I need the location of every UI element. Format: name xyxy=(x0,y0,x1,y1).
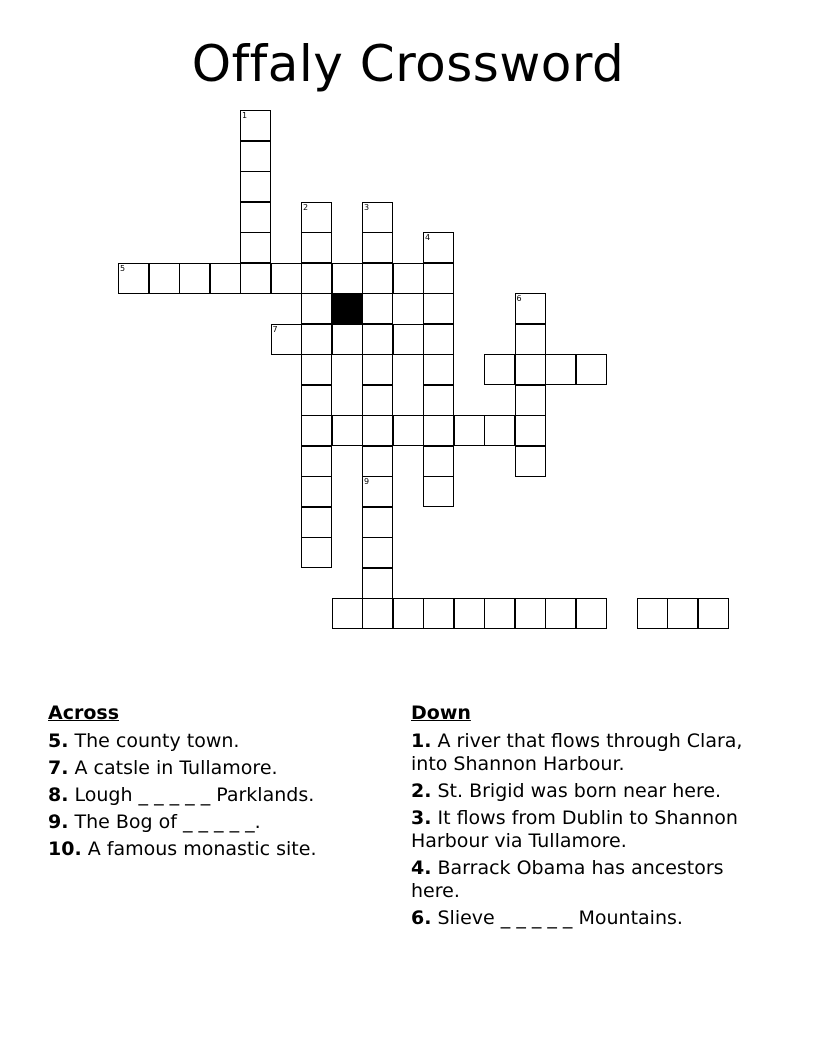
clue-number: 3. xyxy=(411,807,432,829)
across-clue xyxy=(48,730,378,753)
grid-cell[interactable] xyxy=(454,598,485,629)
clue-number-label: 6 xyxy=(516,294,522,303)
grid-cell[interactable] xyxy=(515,293,546,324)
grid-cell[interactable] xyxy=(301,476,332,507)
grid-cell[interactable] xyxy=(362,415,393,446)
grid-cell[interactable] xyxy=(118,263,149,294)
clue-text: The county town. xyxy=(68,730,240,752)
grid-cell[interactable] xyxy=(423,263,454,294)
down-clue xyxy=(411,730,771,776)
grid-cell[interactable] xyxy=(301,415,332,446)
grid-cell[interactable] xyxy=(301,232,332,263)
grid-cell[interactable] xyxy=(423,324,454,355)
grid-cell[interactable] xyxy=(240,171,271,202)
clue-text: It flows from Dublin to Shannon Harbour via Tullamore. xyxy=(411,807,738,852)
across-heading: Across xyxy=(48,702,120,724)
clue-number-label: 3 xyxy=(364,202,370,212)
grid-cell[interactable] xyxy=(667,598,698,629)
across-clue xyxy=(48,757,378,780)
down-clues xyxy=(411,702,771,934)
grid-cell[interactable] xyxy=(240,110,271,141)
across-clue xyxy=(48,838,378,861)
grid-cell[interactable] xyxy=(393,324,424,355)
clue-number-label: 5 xyxy=(120,263,126,273)
grid-cell[interactable] xyxy=(362,232,393,263)
clue-number-label: 9 xyxy=(364,477,370,486)
grid-cell[interactable] xyxy=(149,263,180,294)
clue-text: St. Brigid was born near here. xyxy=(431,780,722,802)
grid-cell[interactable] xyxy=(484,415,515,446)
grid-cell[interactable] xyxy=(423,354,454,385)
grid-cell[interactable] xyxy=(362,202,393,233)
grid-cell[interactable] xyxy=(454,415,485,446)
clue-text: A catsle in Tullamore. xyxy=(68,757,278,779)
grid-cell[interactable] xyxy=(301,507,332,538)
clue-text: Lough _ _ _ _ _ Parklands. xyxy=(68,784,315,806)
page-title: Offaly Crossword xyxy=(191,35,625,93)
down-clue xyxy=(411,857,771,903)
grid-cell[interactable] xyxy=(545,354,576,385)
grid-cell[interactable] xyxy=(515,446,546,477)
clue-text: Barrack Obama has ancestors here. xyxy=(411,857,724,902)
clue-text: A famous monastic site. xyxy=(81,838,317,860)
grid-cell[interactable] xyxy=(301,385,332,416)
grid-cell[interactable] xyxy=(393,415,424,446)
grid-cell[interactable] xyxy=(515,354,546,385)
clue-number: 6. xyxy=(411,907,432,929)
grid-cell[interactable] xyxy=(423,446,454,477)
grid-cell[interactable] xyxy=(362,568,393,599)
clue-number-label: 4 xyxy=(425,233,431,242)
grid-cell[interactable] xyxy=(240,141,271,172)
grid-cell[interactable] xyxy=(515,385,546,416)
grid-cell[interactable] xyxy=(423,598,454,629)
grid-cell[interactable] xyxy=(210,263,241,294)
down-clue xyxy=(411,807,771,853)
black-square xyxy=(332,293,363,324)
clue-number: 2. xyxy=(411,780,432,802)
grid-cell[interactable] xyxy=(301,324,332,355)
clue-number-label: 7 xyxy=(272,324,278,334)
grid-cell[interactable] xyxy=(362,537,393,568)
grid-cell[interactable] xyxy=(637,598,668,629)
clue-number-label: 2 xyxy=(303,202,309,212)
clue-number-label: 1 xyxy=(242,111,248,120)
grid-cell[interactable] xyxy=(271,324,302,355)
grid-cell[interactable] xyxy=(576,354,607,385)
grid-cell[interactable] xyxy=(301,446,332,477)
grid-cell[interactable] xyxy=(698,598,729,629)
grid-cell[interactable] xyxy=(362,385,393,416)
grid-cell[interactable] xyxy=(332,263,363,294)
grid-cell[interactable] xyxy=(393,598,424,629)
grid-cell[interactable] xyxy=(362,507,393,538)
grid-cell[interactable] xyxy=(362,324,393,355)
clue-number: 9. xyxy=(48,811,69,833)
grid-cell[interactable] xyxy=(301,293,332,324)
grid-cell[interactable] xyxy=(362,293,393,324)
grid-cell[interactable] xyxy=(362,354,393,385)
grid-cell[interactable] xyxy=(332,598,363,629)
grid-cell[interactable] xyxy=(301,263,332,294)
grid-cell[interactable] xyxy=(484,598,515,629)
grid-cell[interactable] xyxy=(301,202,332,233)
grid-cell[interactable] xyxy=(332,324,363,355)
grid-cell[interactable] xyxy=(393,263,424,294)
clue-text: Slieve _ _ _ _ _ Mountains. xyxy=(431,907,683,929)
grid-cell[interactable] xyxy=(271,263,302,294)
grid-cell[interactable] xyxy=(240,232,271,263)
grid-cell[interactable] xyxy=(484,354,515,385)
clue-number: 10. xyxy=(48,838,82,860)
clue-number: 5. xyxy=(48,730,69,752)
across-clues xyxy=(48,702,378,865)
grid-cell[interactable] xyxy=(362,263,393,294)
clue-text: A river that flows through Clara, into Shannon Harbour. xyxy=(411,730,743,775)
grid-cell[interactable] xyxy=(362,446,393,477)
clue-number: 7. xyxy=(48,757,69,779)
down-clue xyxy=(411,907,771,930)
grid-cell[interactable] xyxy=(423,385,454,416)
grid-cell[interactable] xyxy=(545,598,576,629)
grid-cell[interactable] xyxy=(515,324,546,355)
grid-cell[interactable] xyxy=(362,598,393,629)
grid-cell[interactable] xyxy=(515,415,546,446)
grid-cell[interactable] xyxy=(423,232,454,263)
down-clue xyxy=(411,780,771,803)
grid-cell[interactable] xyxy=(423,476,454,507)
down-heading: Down xyxy=(411,702,471,724)
clue-text: The Bog of _ _ _ _ _. xyxy=(68,811,261,833)
across-clue xyxy=(48,784,378,807)
clue-number: 1. xyxy=(411,730,432,752)
grid-cell[interactable] xyxy=(332,415,363,446)
grid-cell[interactable] xyxy=(423,415,454,446)
grid-cell[interactable] xyxy=(576,598,607,629)
clue-number: 4. xyxy=(411,857,432,879)
grid-cell[interactable] xyxy=(301,537,332,568)
grid-cell[interactable] xyxy=(515,598,546,629)
grid-cell[interactable] xyxy=(362,476,393,507)
grid-cell[interactable] xyxy=(240,263,271,294)
grid-cell[interactable] xyxy=(423,293,454,324)
grid-cell[interactable] xyxy=(301,354,332,385)
grid-cell[interactable] xyxy=(240,202,271,233)
grid-cell[interactable] xyxy=(179,263,210,294)
across-clue xyxy=(48,811,378,834)
clue-number: 8. xyxy=(48,784,69,806)
